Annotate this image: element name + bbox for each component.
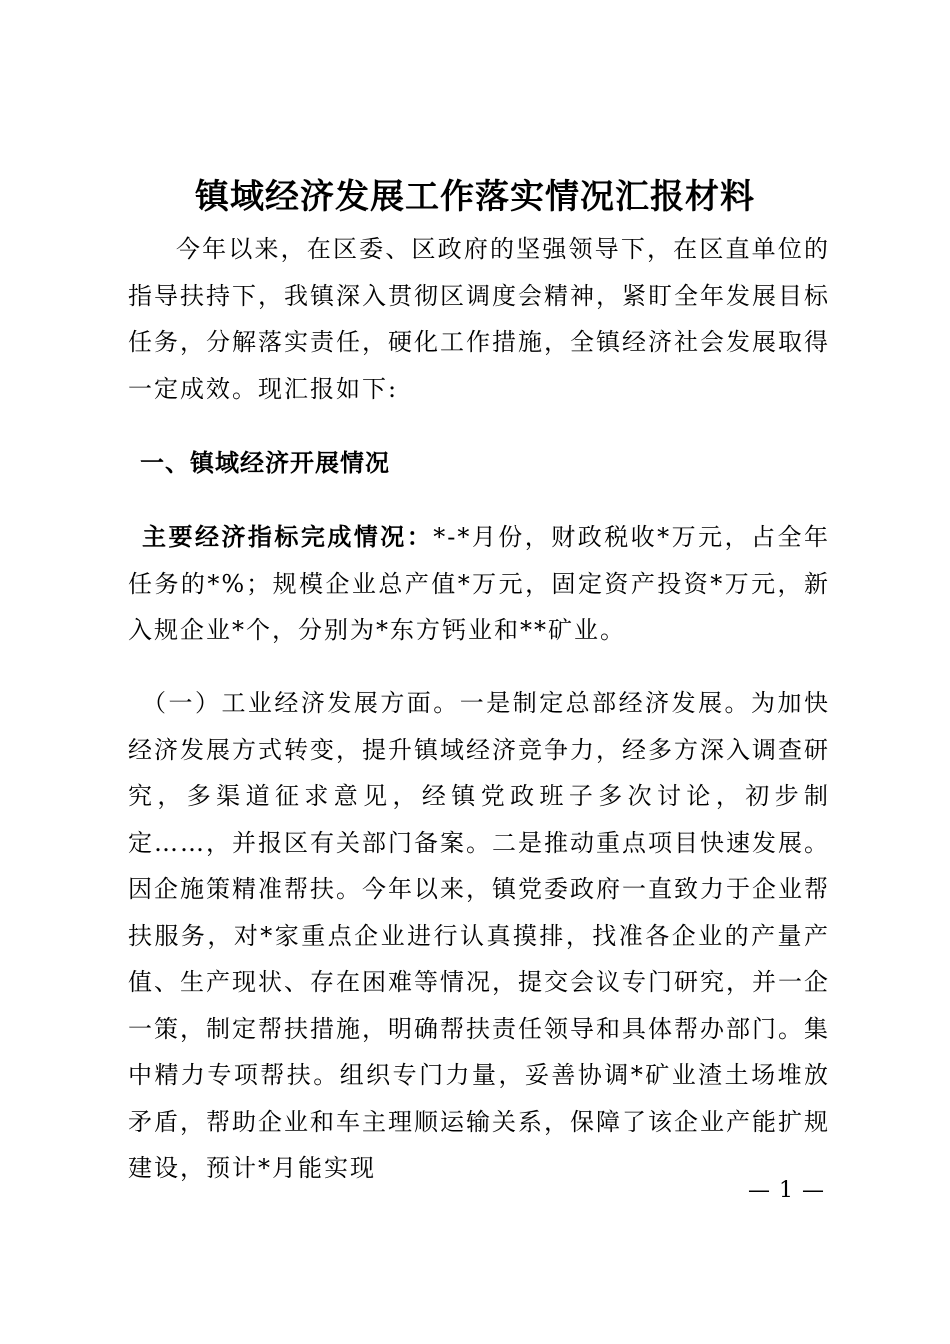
indicators-paragraph [128, 514, 830, 654]
indicators-lead: 主要经济指标完成情况： [142, 523, 434, 551]
document-title: 镇域经济发展工作落实情况汇报材料 [195, 177, 755, 217]
indicators-text: *-*月份，财政税收*万元，占全年任务的*%；规模企业总产值*万元，固定资产投资*万元，新入规企业*个，分别为*东方钙业和**矿业。 [128, 523, 831, 644]
industry-paragraph: （一）工业经济发展方面。一是制定总部经济发展。为加快经济发展方式转变，提升镇域经济竞争力，经多方深入调查研究，多渠道征求意见，经镇党政班子多次讨论，初步制定……，并报区有关部门备案。二是推动重点项目快速发展。因企施策精准帮扶。今年以来，镇党委政府一直致力于企业帮扶服务，对*家重点企业进行认真摸排，找准各企业的产量产值、生产现状、存在困难等情况，提交会议专门研究，并一企一策，制定帮扶措施，明确帮扶责任领导和具体帮办部门。集中精力专项帮扶。组织专门力量，妥善协调*矿业渣土场堆放矛盾，帮助企业和车主理顺运输关系，保障了该企业产能扩规建设，预计*月能实现 [128, 689, 830, 1182]
page-number: — 1 — [748, 1178, 825, 1203]
intro-paragraph: 今年以来，在区委、区政府的坚强领导下，在区直单位的指导扶持下，我镇深入贯彻区调度会精神，紧盯全年发展目标任务，分解落实责任，硬化工作措施，全镇经济社会发展取得一定成效。现汇报如下: [128, 235, 830, 403]
section-heading: 一、镇域经济开展情况 [140, 449, 390, 477]
